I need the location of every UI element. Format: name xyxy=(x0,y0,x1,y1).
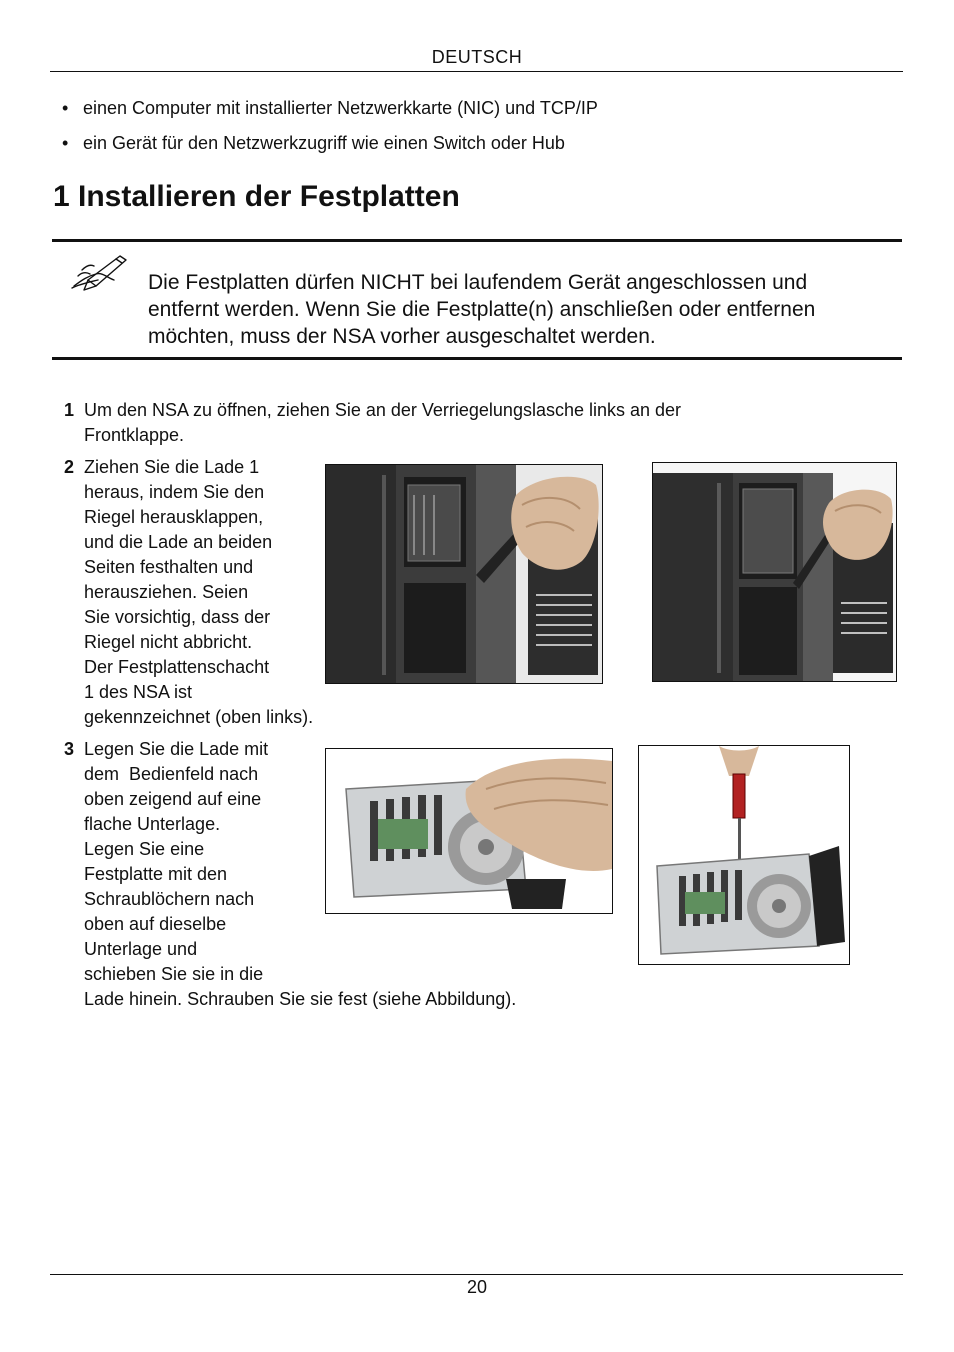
footer-divider xyxy=(50,1274,903,1275)
step-line: Riegel herausklappen, xyxy=(84,507,264,527)
step-line: flache Unterlage. xyxy=(84,814,221,834)
step-line: Legen Sie eine xyxy=(84,839,205,859)
step-line: Sie vorsichtig, dass der xyxy=(84,607,271,627)
step-line: Unterlage und xyxy=(84,939,198,959)
step-line: dem Bedienfeld nach xyxy=(84,764,259,784)
step-line: Lade hinein. Schrauben Sie sie fest (siehe Abbildung). xyxy=(84,989,517,1009)
step-line: Legen Sie die Lade mit xyxy=(84,739,269,759)
step-line: und die Lade an beiden xyxy=(84,532,273,552)
page-number: 20 xyxy=(466,1277,488,1297)
bullet-item xyxy=(62,98,902,119)
header-divider xyxy=(50,71,903,72)
photo-insert-drive xyxy=(325,748,613,914)
step-line: Schraublöchern nach xyxy=(84,889,255,909)
step-line: oben zeigend auf eine xyxy=(84,789,262,809)
bullet-marker: • xyxy=(62,98,69,118)
bullet-text: ein Gerät für den Netzwerkzugriff wie einen Switch oder Hub xyxy=(83,133,565,153)
note-bottom-rule xyxy=(52,357,902,360)
photo-screw-drive xyxy=(638,745,850,965)
step-line: Ziehen Sie die Lade 1 xyxy=(84,457,260,477)
step-line: Der Festplattenschacht xyxy=(84,657,270,677)
photo-pull-tray-closeup xyxy=(325,464,603,684)
step-number: 2 xyxy=(64,457,75,477)
bullet-marker: • xyxy=(62,133,69,153)
step-line: Festplatte mit den xyxy=(84,864,228,884)
step-text xyxy=(84,398,884,448)
bullet-item xyxy=(62,133,902,154)
step-line: 1 des NSA ist xyxy=(84,682,193,702)
section-title: 1 Installieren der Festplatten xyxy=(53,180,460,213)
step-line: Frontklappe. xyxy=(84,425,185,445)
step-line: heraus, indem Sie den xyxy=(84,482,265,502)
pen-writing-icon xyxy=(68,250,130,292)
step-line: Riegel nicht abbricht. xyxy=(84,632,253,652)
running-header: DEUTSCH xyxy=(431,47,523,67)
note-text xyxy=(148,269,888,350)
note-top-rule xyxy=(52,239,902,242)
note-line: Die Festplatten dürfen NICHT bei laufendem Gerät angeschlossen und xyxy=(148,271,808,294)
step-line: Um den NSA zu öffnen, ziehen Sie an der Verriegelungslasche links an der xyxy=(84,400,682,420)
step-line: oben auf dieselbe xyxy=(84,914,227,934)
step-line: herausziehen. Seien xyxy=(84,582,249,602)
note-line: möchten, muss der NSA vorher ausgeschaltet werden. xyxy=(148,325,656,348)
step-line: gekennzeichnet (oben links). xyxy=(84,707,314,727)
step-line: Seiten festhalten und xyxy=(84,557,254,577)
note-line: entfernt werden. Wenn Sie die Festplatte(n) anschließen oder entfernen xyxy=(148,298,816,321)
step-line: schieben Sie sie in die xyxy=(84,964,264,984)
photo-pull-tray-overview xyxy=(652,462,897,682)
step-number: 3 xyxy=(64,739,75,759)
step-number: 1 xyxy=(64,400,75,420)
bullet-text: einen Computer mit installierter Netzwerkkarte (NIC) und TCP/IP xyxy=(83,98,598,118)
